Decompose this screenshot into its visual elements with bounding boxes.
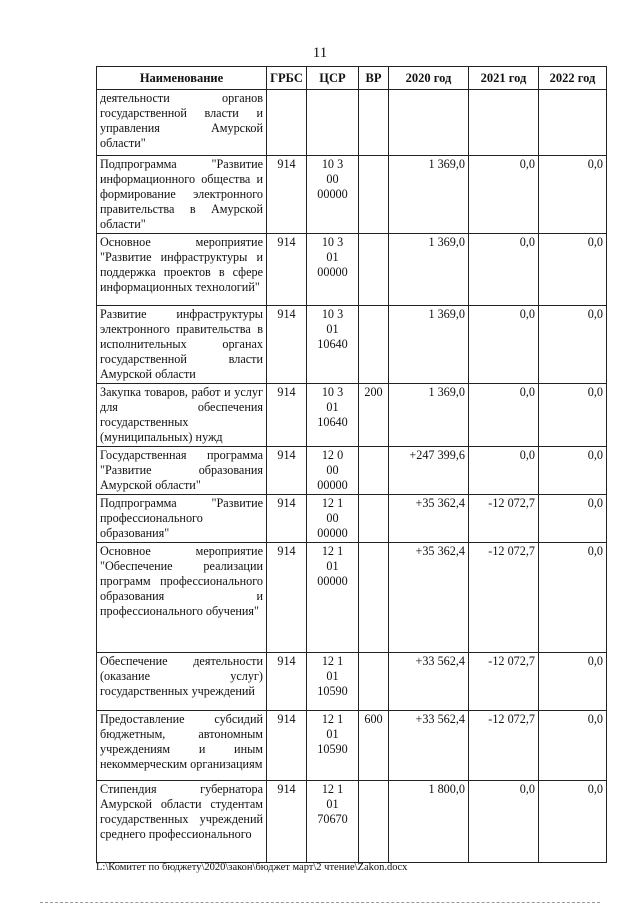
csr-part: 10 3 [321,385,344,399]
cell-vr [359,781,389,863]
bottom-divider [40,902,600,904]
cell-grbs: 914 [267,234,307,306]
cell-csr [307,653,359,711]
table-body [97,90,607,863]
cell-2021 [469,90,539,156]
cell-csr [307,495,359,543]
cell-vr [359,653,389,711]
cell-2020: 1 369,0 [389,156,469,234]
cell-name: Основное мероприятие "Обеспечение реализации программ профессионального образования и профессионального обучения" [97,543,267,653]
cell-grbs: 914 [267,781,307,863]
table-row [97,156,607,234]
header-vr: ВР [359,67,389,90]
cell-name: Подпрограмма "Развитие профессионального образования" [97,495,267,543]
cell-name: деятельности органов государственной власти и управления Амурской области" [97,90,267,156]
file-path-footer: L:\Комитет по бюджету\2020\закон\бюджет март\2 чтение\Zakon.docx [96,862,408,873]
cell-name: Государственная программа "Развитие образования Амурской области" [97,447,267,495]
csr-part: 01 [326,250,339,264]
cell-csr [307,156,359,234]
cell-2021: -12 072,7 [469,543,539,653]
table-row [97,781,607,863]
cell-2021: 0,0 [469,306,539,384]
csr-part: 01 [326,559,339,573]
cell-2022: 0,0 [539,234,607,306]
cell-vr: 600 [359,711,389,781]
csr-part: 01 [326,669,339,683]
cell-csr [307,781,359,863]
cell-2021: 0,0 [469,781,539,863]
csr-part: 01 [326,727,339,741]
cell-csr [307,90,359,156]
csr-part: 12 1 [321,544,344,558]
cell-grbs: 914 [267,495,307,543]
cell-vr [359,495,389,543]
cell-grbs: 914 [267,306,307,384]
csr-part: 12 1 [321,496,344,510]
cell-2020: +35 362,4 [389,495,469,543]
cell-vr [359,543,389,653]
cell-vr [359,90,389,156]
cell-2022 [539,90,607,156]
table-row [97,543,607,653]
cell-name: Обеспечение деятельности (оказание услуг) государственных учреждений [97,653,267,711]
csr-part: 10 3 [321,157,344,171]
csr-part: 10590 [317,742,348,756]
cell-csr [307,447,359,495]
cell-2021: 0,0 [469,384,539,447]
cell-2021: -12 072,7 [469,653,539,711]
cell-2022: 0,0 [539,543,607,653]
cell-2020: +33 562,4 [389,653,469,711]
header-grbs: ГРБС [267,67,307,90]
csr-part: 01 [326,797,339,811]
cell-2020: 1 800,0 [389,781,469,863]
cell-2021: 0,0 [469,234,539,306]
cell-2021: -12 072,7 [469,495,539,543]
csr-part: 10640 [317,337,348,351]
cell-csr [307,543,359,653]
cell-name: Развитие инфраструктуры электронного правительства в исполнительных органах государственной власти Амурской области [97,306,267,384]
cell-csr [307,711,359,781]
csr-part: 01 [326,400,339,414]
csr-part: 12 1 [321,654,344,668]
cell-grbs: 914 [267,384,307,447]
cell-name: Стипендия губернатора Амурской области студентам государственных учреждений среднего профессионального [97,781,267,863]
csr-part: 00000 [317,187,348,201]
table-header-row [97,67,607,90]
csr-part: 10640 [317,415,348,429]
csr-part: 00000 [317,574,348,588]
cell-2022: 0,0 [539,306,607,384]
header-csr: ЦСР [307,67,359,90]
csr-part: 00 [326,463,339,477]
cell-csr [307,306,359,384]
cell-name: Подпрограмма "Развитие информационного общества и формирование электронного правительства в Амурской области" [97,156,267,234]
cell-2020: +33 562,4 [389,711,469,781]
cell-2022: 0,0 [539,711,607,781]
csr-part: 10590 [317,684,348,698]
cell-name: Закупка товаров, работ и услуг для обеспечения государственных (муниципальных) нужд [97,384,267,447]
table-row [97,306,607,384]
cell-2020: 1 369,0 [389,306,469,384]
cell-2021: -12 072,7 [469,711,539,781]
cell-grbs [267,90,307,156]
cell-grbs: 914 [267,543,307,653]
cell-2020: 1 369,0 [389,234,469,306]
table-row [97,90,607,156]
cell-2022: 0,0 [539,653,607,711]
cell-grbs: 914 [267,711,307,781]
cell-vr [359,234,389,306]
cell-grbs: 914 [267,447,307,495]
csr-part: 00000 [317,526,348,540]
csr-part: 10 3 [321,235,344,249]
table-row [97,653,607,711]
table-row [97,711,607,781]
csr-part: 00000 [317,478,348,492]
header-2022: 2022 год [539,67,607,90]
cell-csr [307,384,359,447]
cell-2022: 0,0 [539,384,607,447]
header-2020: 2020 год [389,67,469,90]
csr-part: 12 1 [321,782,344,796]
cell-2022: 0,0 [539,781,607,863]
table-row [97,495,607,543]
csr-part: 10 3 [321,307,344,321]
cell-vr: 200 [359,384,389,447]
cell-2021: 0,0 [469,447,539,495]
csr-part: 70670 [317,812,348,826]
cell-2021: 0,0 [469,156,539,234]
csr-part: 12 0 [321,448,344,462]
csr-part: 00000 [317,265,348,279]
table-row [97,447,607,495]
csr-part: 00 [326,511,339,525]
cell-2020: 1 369,0 [389,384,469,447]
cell-vr [359,447,389,495]
cell-name: Основное мероприятие "Развитие инфраструктуры и поддержка проектов в сфере информационных технологий" [97,234,267,306]
table-row [97,384,607,447]
csr-part: 00 [326,172,339,186]
cell-2020 [389,90,469,156]
cell-2022: 0,0 [539,495,607,543]
cell-2022: 0,0 [539,156,607,234]
table-row [97,234,607,306]
page-number: 11 [312,45,328,61]
budget-table [96,66,607,863]
cell-name: Предоставление субсидий бюджетным, автономным учреждениям и иным некоммерческим организациям [97,711,267,781]
header-2021: 2021 год [469,67,539,90]
cell-2022: 0,0 [539,447,607,495]
csr-part: 01 [326,322,339,336]
cell-grbs: 914 [267,156,307,234]
cell-csr [307,234,359,306]
cell-vr [359,156,389,234]
cell-2020: +35 362,4 [389,543,469,653]
cell-grbs: 914 [267,653,307,711]
cell-2020: +247 399,6 [389,447,469,495]
csr-part: 12 1 [321,712,344,726]
header-name: Наименование [97,67,267,90]
cell-vr [359,306,389,384]
